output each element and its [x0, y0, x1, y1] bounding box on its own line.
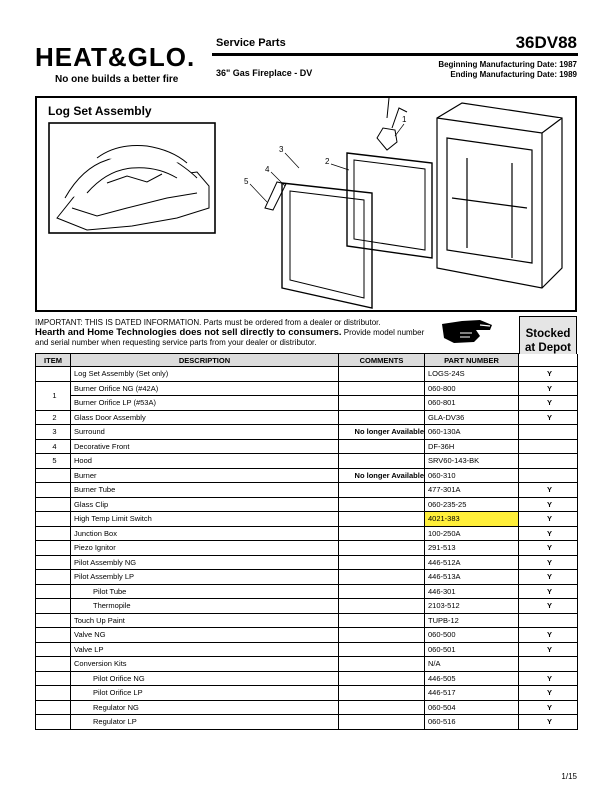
door-frame-drawing [265, 98, 432, 308]
row-comment-cell [339, 613, 425, 628]
row-item-cell [36, 541, 71, 556]
row-comment-cell [339, 671, 425, 686]
row-comment-cell [339, 497, 425, 512]
row-part-number-cell: 477-301A [425, 483, 519, 498]
table-row [36, 512, 578, 527]
col-header-description: DESCRIPTION [71, 354, 339, 367]
row-comment-cell [339, 439, 425, 454]
table-row [36, 613, 578, 628]
tagline: No one builds a better fire [55, 74, 179, 85]
row-part-number-cell: 291-513 [425, 541, 519, 556]
table-row [36, 671, 578, 686]
row-stocked-cell: Y [519, 715, 578, 730]
manufacturing-dates [438, 60, 577, 80]
model-number: 36DV88 [515, 33, 577, 52]
row-comment-cell [339, 657, 425, 672]
row-description-cell: Valve NG [71, 628, 339, 643]
row-comment-cell [339, 555, 425, 570]
row-stocked-cell: Y [519, 381, 578, 396]
row-item-cell [36, 512, 71, 527]
notice-line1-suffix: Parts must be ordered from a dealer or distributor. [201, 318, 381, 327]
row-comment-cell [339, 410, 425, 425]
row-item-cell: 2 [36, 410, 71, 425]
row-part-number-cell: 446-301 [425, 584, 519, 599]
row-part-number-cell: N/A [425, 657, 519, 672]
row-item-cell [36, 584, 71, 599]
row-part-number-cell: 2103-512 [425, 599, 519, 614]
row-description-cell: Junction Box [71, 526, 339, 541]
table-row [36, 454, 578, 469]
table-row [36, 468, 578, 483]
table-row [36, 410, 578, 425]
row-comment-cell [339, 584, 425, 599]
row-part-number-cell: 100-250A [425, 526, 519, 541]
row-item-cell [36, 555, 71, 570]
row-comment-cell [339, 700, 425, 715]
row-description-cell: Thermopile [71, 599, 339, 614]
row-part-number-cell: 446-505 [425, 671, 519, 686]
row-item-cell: 3 [36, 425, 71, 440]
notice-line2-suffix: Provide model number and serial number when requesting service parts from your dealer or distributor. [35, 328, 425, 347]
row-part-number-cell: 4021-383 [425, 512, 519, 527]
firebox-drawing [437, 103, 562, 288]
table-row [36, 425, 578, 440]
row-item-cell [36, 483, 71, 498]
row-description-cell: Glass Clip [71, 497, 339, 512]
row-part-number-cell: 060-504 [425, 700, 519, 715]
row-part-number-cell: 446-517 [425, 686, 519, 701]
row-item-cell [36, 686, 71, 701]
row-comment-cell [339, 715, 425, 730]
table-row [36, 526, 578, 541]
row-part-number-cell: LOGS-24S [425, 367, 519, 382]
row-comment-cell [339, 526, 425, 541]
row-description-cell: Valve LP [71, 642, 339, 657]
callout-1: 1 [402, 115, 407, 124]
log-set-drawing [49, 123, 215, 233]
row-part-number-cell: 060-801 [425, 396, 519, 411]
row-description-cell: Pilot Orifice LP [71, 686, 339, 701]
row-part-number-cell: 060-310 [425, 468, 519, 483]
table-row [36, 396, 578, 411]
callout-3: 3 [279, 145, 284, 154]
row-stocked-cell [519, 657, 578, 672]
row-description-cell: Pilot Assembly LP [71, 570, 339, 585]
row-stocked-cell: Y [519, 555, 578, 570]
row-comment-cell [339, 483, 425, 498]
row-stocked-cell: Y [519, 686, 578, 701]
callout-4: 4 [265, 165, 270, 174]
row-part-number-cell: 060-235-25 [425, 497, 519, 512]
row-description-cell: Pilot Assembly NG [71, 555, 339, 570]
table-row [36, 483, 578, 498]
table-row [36, 686, 578, 701]
row-item-cell [36, 642, 71, 657]
row-item-cell: 5 [36, 454, 71, 469]
begin-date: Beginning Manufacturing Date: 1987 [438, 60, 577, 69]
stocked-at-depot-label: Stocked at Depot [519, 316, 577, 362]
row-part-number-cell: 060-500 [425, 628, 519, 643]
row-description-cell: Regulator LP [71, 715, 339, 730]
row-description-cell: Surround [71, 425, 339, 440]
row-description-cell: Regulator NG [71, 700, 339, 715]
row-stocked-cell [519, 468, 578, 483]
notice-line2-bold: Hearth and Home Technologies does not sell directly to consumers. [35, 327, 342, 338]
row-part-number-cell: GLA-DV36 [425, 410, 519, 425]
row-stocked-cell [519, 454, 578, 469]
table-row [36, 657, 578, 672]
row-stocked-cell: Y [519, 671, 578, 686]
row-item-cell [36, 700, 71, 715]
row-item-cell [36, 497, 71, 512]
row-comment-cell [339, 512, 425, 527]
header-rule [212, 53, 578, 56]
row-stocked-cell: Y [519, 570, 578, 585]
row-comment-cell [339, 570, 425, 585]
table-row [36, 541, 578, 556]
row-stocked-cell: Y [519, 628, 578, 643]
row-description-cell: Burner Orifice NG (#42A) [71, 381, 339, 396]
row-item-cell [36, 671, 71, 686]
notice-line1-prefix: IMPORTANT: THIS IS DATED INFORMATION. [35, 318, 202, 327]
row-stocked-cell: Y [519, 584, 578, 599]
row-part-number-cell: 446-513A [425, 570, 519, 585]
row-comment-cell [339, 686, 425, 701]
page-number: 1/15 [561, 772, 577, 781]
row-comment-cell [339, 541, 425, 556]
row-comment-cell [339, 628, 425, 643]
row-item-cell [36, 715, 71, 730]
exploded-view-illustration [37, 98, 575, 310]
row-part-number-cell: 060-800 [425, 381, 519, 396]
row-description-cell: Pilot Orifice NG [71, 671, 339, 686]
row-stocked-cell: Y [519, 410, 578, 425]
table-row [36, 642, 578, 657]
col-header-part-number: PART NUMBER [425, 354, 519, 367]
row-part-number-cell: SRV60-143-BK [425, 454, 519, 469]
table-row [36, 381, 578, 396]
table-header-row [36, 354, 578, 367]
table-row [36, 555, 578, 570]
table-row [36, 700, 578, 715]
row-part-number-cell: 060-516 [425, 715, 519, 730]
row-stocked-cell: Y [519, 700, 578, 715]
row-description-cell: Piezo Ignitor [71, 541, 339, 556]
table-row [36, 715, 578, 730]
row-comment-cell: No longer Available [339, 425, 425, 440]
row-part-number-cell: 060-130A [425, 425, 519, 440]
row-comment-cell [339, 642, 425, 657]
row-item-cell: 4 [36, 439, 71, 454]
product-subtitle: 36" Gas Fireplace - DV [216, 68, 313, 78]
row-comment-cell [339, 381, 425, 396]
row-item-cell [36, 599, 71, 614]
row-stocked-cell: Y [519, 599, 578, 614]
doc-type: Service Parts [216, 37, 286, 49]
row-comment-cell [339, 367, 425, 382]
row-stocked-cell: Y [519, 483, 578, 498]
table-row [36, 570, 578, 585]
row-stocked-cell: Y [519, 512, 578, 527]
important-notice [35, 318, 430, 348]
pointing-hand-icon [440, 316, 496, 346]
row-comment-cell [339, 599, 425, 614]
row-item-cell [36, 526, 71, 541]
row-part-number-cell: 446-512A [425, 555, 519, 570]
col-header-stocked [519, 354, 578, 367]
table-row [36, 599, 578, 614]
brand-logo: HEAT&GLO. [35, 42, 196, 72]
row-description-cell: Glass Door Assembly [71, 410, 339, 425]
parts-table [35, 353, 578, 730]
row-stocked-cell: Y [519, 526, 578, 541]
row-description-cell: Pilot Tube [71, 584, 339, 599]
row-description-cell: High Temp Limit Switch [71, 512, 339, 527]
row-item-cell [36, 657, 71, 672]
callout-5: 5 [244, 177, 249, 186]
row-description-cell: Conversion Kits [71, 657, 339, 672]
table-row [36, 628, 578, 643]
table-row [36, 584, 578, 599]
row-item-cell [36, 367, 71, 382]
row-description-cell: Burner Tube [71, 483, 339, 498]
col-header-item: ITEM [36, 354, 71, 367]
table-row [36, 439, 578, 454]
row-description-cell: Log Set Assembly (Set only) [71, 367, 339, 382]
col-header-comments: COMMENTS [339, 354, 425, 367]
row-item-cell: 1 [36, 381, 71, 410]
table-row [36, 497, 578, 512]
row-description-cell: Decorative Front [71, 439, 339, 454]
row-description-cell: Touch Up Paint [71, 613, 339, 628]
row-comment-cell: No longer Available [339, 468, 425, 483]
row-part-number-cell: 060-501 [425, 642, 519, 657]
row-part-number-cell: TUPB-12 [425, 613, 519, 628]
row-stocked-cell [519, 439, 578, 454]
row-stocked-cell: Y [519, 396, 578, 411]
row-item-cell [36, 570, 71, 585]
row-description-cell: Burner [71, 468, 339, 483]
row-item-cell [36, 468, 71, 483]
row-item-cell [36, 613, 71, 628]
row-stocked-cell [519, 425, 578, 440]
row-comment-cell [339, 396, 425, 411]
row-stocked-cell: Y [519, 497, 578, 512]
row-stocked-cell: Y [519, 541, 578, 556]
row-stocked-cell [519, 613, 578, 628]
end-date: Ending Manufacturing Date: 1989 [450, 70, 577, 79]
row-description-cell: Hood [71, 454, 339, 469]
table-row [36, 367, 578, 382]
callout-2: 2 [325, 157, 330, 166]
diagram-title: Log Set Assembly [48, 104, 152, 118]
row-comment-cell [339, 454, 425, 469]
row-item-cell [36, 628, 71, 643]
row-stocked-cell: Y [519, 367, 578, 382]
row-description-cell: Burner Orifice LP (#53A) [71, 396, 339, 411]
row-part-number-cell: DF-36H [425, 439, 519, 454]
row-stocked-cell: Y [519, 642, 578, 657]
